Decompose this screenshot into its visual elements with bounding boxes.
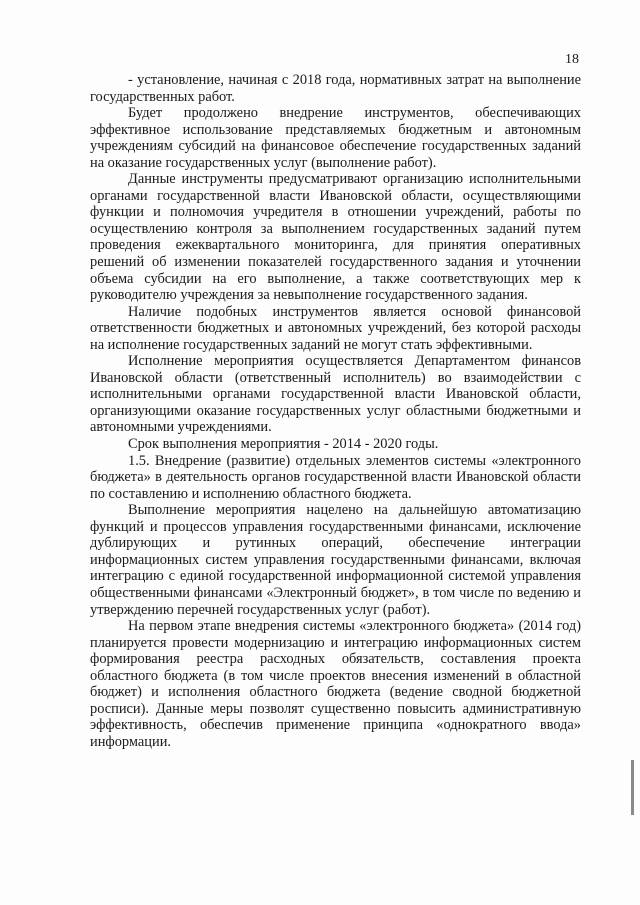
paragraph: Наличие подобных инструментов является основой финансовой ответственности бюджетных и автономных учреждений, без которой расходы на исполнение государственных заданий не могут стать эффективными. [90, 303, 581, 353]
paragraph: Исполнение мероприятия осуществляется Департаментом финансов Ивановской области (ответственный исполнитель) во взаимодействии с исполнительными органами государственной власти Ивановской области, организующими оказание государственных услуг областными бюджетными и автономными учреждениями. [90, 353, 581, 436]
paragraph: Срок выполнения мероприятия - 2014 - 2020 годы. [128, 436, 439, 453]
paragraph: - установление, начиная с 2018 года, нормативных затрат на выполнение государственных работ. [90, 72, 581, 105]
paragraph-section-heading: 1.5. Внедрение (развитие) отдельных элементов системы «электронного бюджета» в деятельность органов государственной власти Ивановской области по составлению и исполнению областного бюджета. [90, 452, 581, 502]
scan-edge-mark [631, 760, 634, 815]
document-body [90, 72, 581, 750]
paragraph: На первом этапе внедрения системы «электронного бюджета» (2014 год) планируется провести модернизацию и интеграцию информационных систем формирования реестра расходных обязательств, составления проекта областного бюджета (в том числе проектов внесения изменений в областной бюджет) и исполнения областного бюджета (ведение сводной бюджетной росписи). Данные меры позволят существенно повысить административную эффективность, обеспечив применение принципа «однократного ввода» информации. [90, 618, 581, 750]
paragraph: Выполнение мероприятия нацелено на дальнейшую автоматизацию функций и процессов управления государственными финансами, исключение дублирующих и рутинных операций, обеспечение интеграции информационных систем управления государственными финансами, включая интеграцию с единой государственной информационной системой управления общественными финансами «Электронный бюджет», в том числе по ведению и утверждению перечней государственных услуг (работ). [90, 502, 581, 618]
paragraph: Данные инструменты предусматривают организацию исполнительными органами государственной власти Ивановской области, осуществляющими функции и полномочия учредителя в отношении учреждений, работы по осуществлению контроля за выполнением государственных заданий путем проведения ежеквартального мониторинга, для принятия оперативных решений об изменении показателей государственного задания и уточнении объема субсидии на его выполнение, а также соответствующих мер к руководителю учреждения за невыполнение государственного задания. [90, 171, 581, 304]
page-number: 18 [565, 52, 579, 67]
paragraph: Будет продолжено внедрение инструментов, обеспечивающих эффективное использование представляемых бюджетным и автономным учреждениям субсидий на финансовое обеспечение государственных заданий на оказание государственных услуг (выполнение работ). [90, 105, 581, 171]
